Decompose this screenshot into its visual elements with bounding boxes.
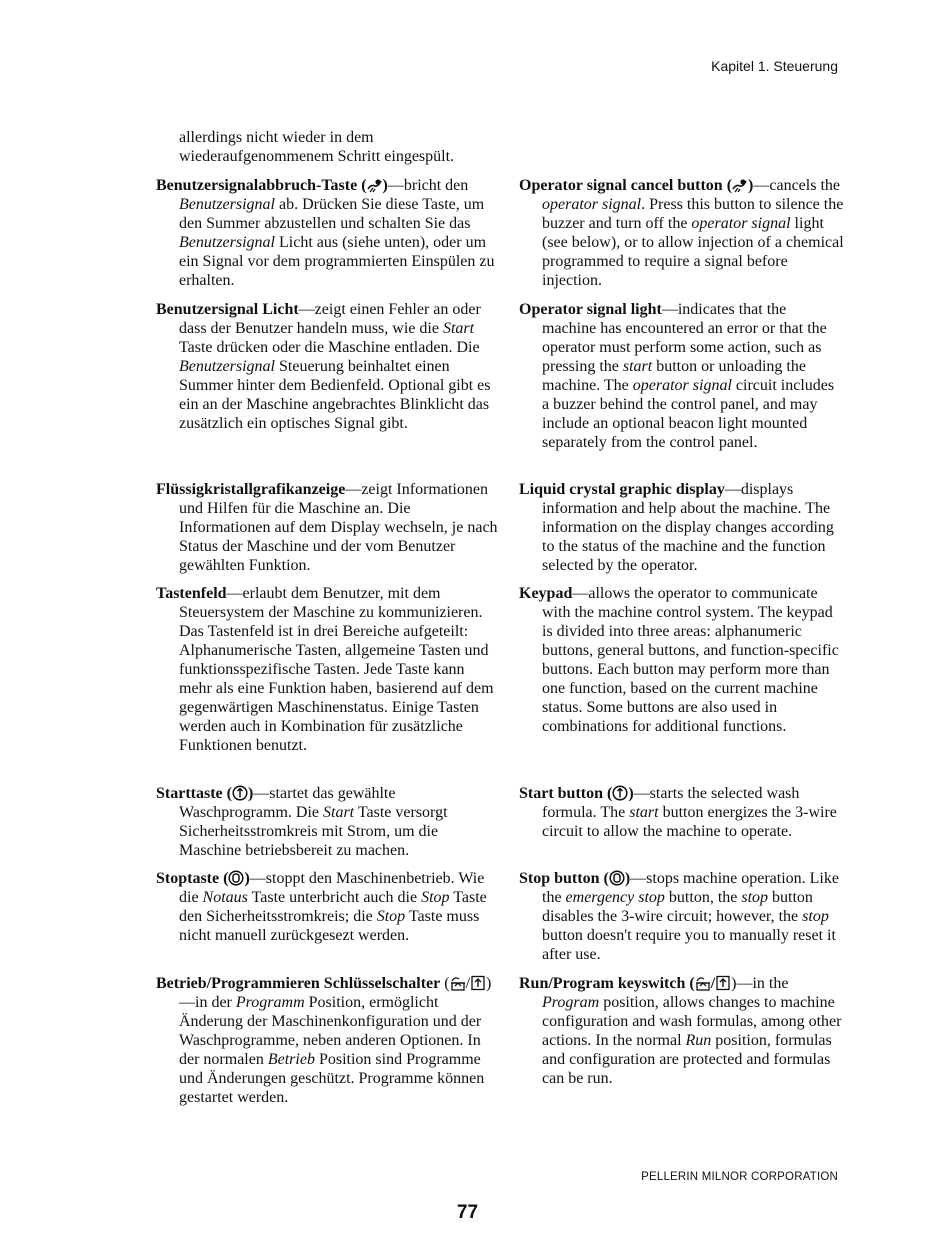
start-button-icon: [232, 785, 248, 801]
entry-keyswitch-en: Run/Program keyswitch ( / )—in the Program position, allows changes to machine configuration and wash formulas, among other actions. In the normal Run position, formulas and configuration are protected and formulas can be run.: [519, 975, 842, 1087]
term: Start button ( ): [519, 785, 634, 802]
entry-keypad-en: Keypad—allows the operator to communicate with the machine control system. The keypad is divided into three areas: alphanumeric buttons, general buttons, and function-specific buttons. Each button may perform more than one function, based on the current machine status. Some buttons are also used in combinations for additional functions.: [519, 585, 839, 735]
entry-signal-cancel-de: Benutzersignalabbruch-Taste ( )—bricht den Benutzersignal ab. Drücken Sie diese Taste, um den Summer abzustellen und schalten Sie das Benutzersignal Licht aus (siehe unten), oder um ein Signal vor dem programmierten Einspülen zu erhalten.: [156, 177, 495, 289]
program-mode-icon: [470, 975, 486, 991]
entry-signal-cancel-en: Operator signal cancel button ( )—cancels the operator signal. Press this button to silence the buzzer and turn off the operator signal light (see below), or to allow injection of a chemical programmed to require a signal before injection.: [519, 177, 844, 289]
running-header: Kapitel 1. Steuerung: [711, 58, 838, 74]
program-mode-icon: [715, 975, 731, 991]
entry-display-en: Liquid crystal graphic display—displays information and help about the machine. The information on the display changes according to the status of the machine and the function selected by the operator.: [519, 481, 834, 574]
entry-start-de: Starttaste ( )—startet das gewählte Waschprogramm. Die Start Taste versorgt Sicherheitsstromkreis mit Strom, um die Maschine betriebsbereit zu machen.: [156, 785, 448, 859]
continuation-text: allerdings nicht wieder in dem wiederaufgenommenem Schritt eingespült.: [179, 129, 455, 165]
term: Starttaste ( ): [156, 785, 254, 802]
term: Benutzersignalabbruch-Taste ( ): [156, 177, 388, 194]
entry-signal-light-de: Benutzersignal Licht—zeigt einen Fehler an oder dass der Benutzer handeln muss, wie die Start Taste drücken oder die Maschine entladen. Die Benutzersignal Steuerung beinhaltet einen Summer hinter dem Bedienfeld. Optional gibt es ein an der Maschine angebrachtes Blinklicht das zusätzlich ein optisches Signal gibt.: [156, 301, 491, 432]
start-button-icon: [612, 785, 628, 801]
entry-stop-de: Stoptaste ( )—stoppt den Maschinenbetrieb. Wie die Notaus Taste unterbricht auch die Stop Taste den Sicherheitsstromkreis; die Stop Taste muss nicht manuell zurückgesezt werden.: [156, 870, 487, 944]
term: Stoptaste ( ): [156, 870, 250, 887]
term: Operator signal cancel button ( ): [519, 177, 754, 194]
entry-signal-light-en: Operator signal light—indicates that the machine has encountered an error or that the operator must perform some action, such as pressing the start button or unloading the machine. The operator signal circuit includes a buzzer behind the control panel, and may include an optional beacon light mounted separately from the control panel.: [519, 301, 835, 451]
term: Stop button ( ): [519, 870, 631, 887]
operator-signal-cancel-icon: [367, 177, 383, 193]
run-mode-icon: [695, 975, 711, 991]
footer-corporation: PELLERIN MILNOR CORPORATION: [641, 1171, 838, 1183]
operator-signal-cancel-icon: [732, 177, 748, 193]
entry-keypad-de: Tastenfeld—erlaubt dem Benutzer, mit dem Steuersystem der Maschine zu kommunizieren. Das Tastenfeld ist in drei Bereiche aufgeteilt: Alphanumerische Tasten, allgemeine Tasten und funktionsspezifische Tasten. Jede Taste kann mehr als eine Funktion haben, basierend auf dem gegenwärtigen Maschinenstatus. Einige Tasten werden auch in Kombination für zusätzliche Funktionen benutzt.: [156, 585, 494, 754]
entry-start-en: Start button ( )—starts the selected wash formula. The start button energizes the 3-wire circuit to allow the machine to operate.: [519, 785, 837, 840]
run-mode-icon: [450, 975, 466, 991]
page-number: 77: [456, 1202, 479, 1223]
entry-keyswitch-de: Betrieb/Programmieren Schlüsselschalter ( / )—in der Programm Position, ermöglicht Änderung der Maschinenkonfiguration und der Waschprogramme, neben anderen Optionen. In der normalen Betrieb Position sind Programme und Änderungen geschützt. Programme können gestartet werden.: [156, 975, 492, 1106]
term: Run/Program keyswitch ( /: [519, 975, 731, 992]
entry-stop-en: Stop button ( )—stops machine operation. Like the emergency stop button, the stop button disables the 3-wire circuit; however, the stop button doesn't require you to manually reset it after use.: [519, 870, 839, 963]
entry-display-de: Flüssigkristallgrafikanzeige—zeigt Informationen und Hilfen für die Maschine an. Die Informationen auf dem Display wechseln, je nach Status der Maschine und der vom Benutzer gewählten Funktion.: [156, 481, 498, 574]
stop-button-icon: [228, 870, 244, 886]
stop-button-icon: [609, 870, 625, 886]
